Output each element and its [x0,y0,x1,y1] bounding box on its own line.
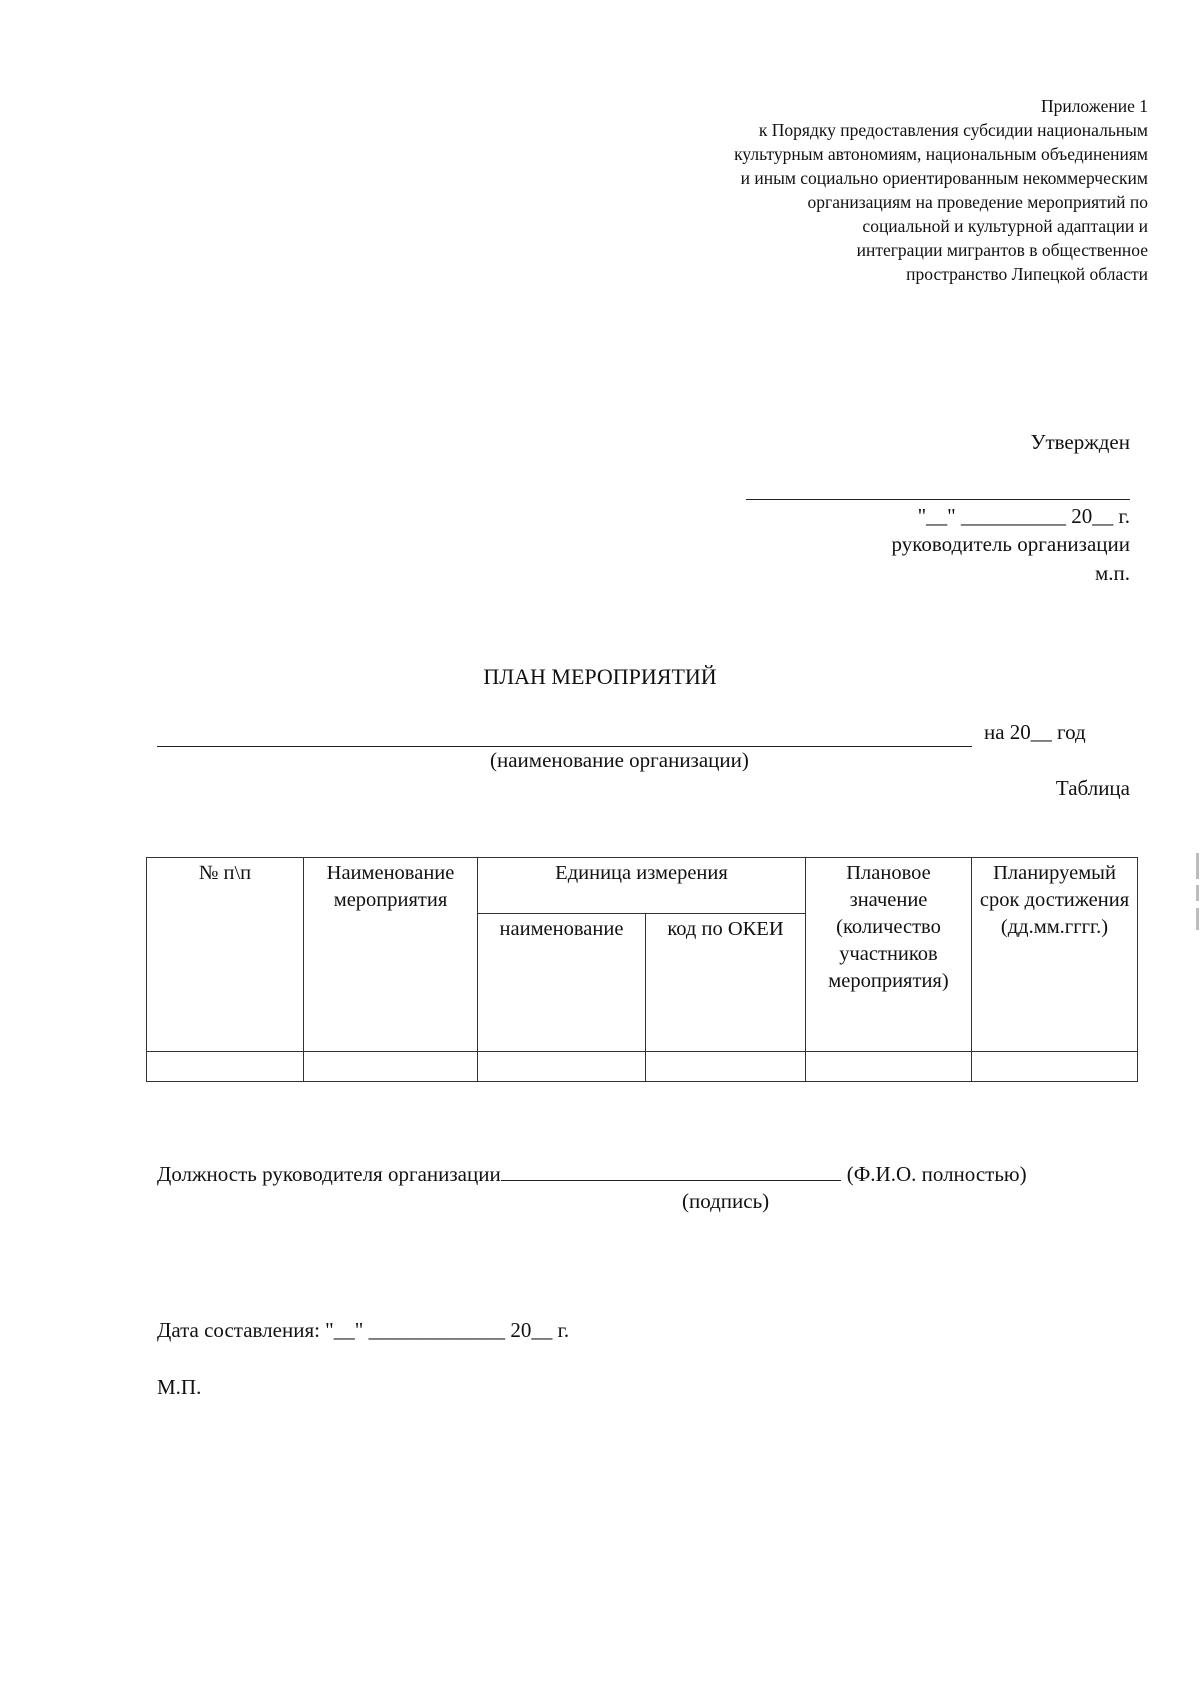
signature-line [501,1160,841,1181]
table-cell[interactable] [147,1052,304,1082]
header-deadline: Планируемый срок достижения (дд.мм.гггг.) [972,858,1138,1052]
approval-date: "__" __________ 20__ г. [917,504,1130,528]
scan-artifact [1196,908,1199,930]
annex-line: организациям на проведение мероприятий по [807,192,1148,212]
annex-line: к Порядку предоставления субсидии национальным [758,120,1148,140]
plan-title: ПЛАН МЕРОПРИЯТИЙ [483,664,717,689]
header-unit-name: наименование [478,914,646,1052]
table-cell[interactable] [972,1052,1138,1082]
approved-title: Утвержден [1030,430,1130,454]
table-label: Таблица [1055,776,1130,800]
table-cell[interactable] [806,1052,972,1082]
organization-name-line [157,746,972,747]
compiled-stamp: М.П. [157,1375,202,1399]
approval-stamp: м.п. [1094,561,1130,585]
signature-caption: (подпись) [682,1189,770,1213]
compiled-date: Дата составления: "__" _____________ 20__ г. [157,1318,570,1342]
annex-line: и иным социально ориентированным некоммерческим [740,168,1148,188]
annex-line: социальной и культурной адаптации и [862,216,1148,236]
plan-year: на 20__ год [984,720,1086,744]
annex-line: культурным автономиям, национальным объединениям [734,144,1148,164]
position-label: Должность руководителя организации [157,1162,501,1186]
header-event-name: Наименование мероприятия [304,858,478,1052]
annex-line: пространство Липецкой области [906,264,1148,284]
fio-label: (Ф.И.О. полностью) [846,1162,1027,1186]
header-planned-value: Плановое значение (количество участников мероприятия) [806,858,972,1052]
table-cell[interactable] [304,1052,478,1082]
table-cell[interactable] [646,1052,806,1082]
approval-role: руководитель организации [891,532,1130,556]
organization-caption: (наименование организации) [490,748,749,772]
scan-artifact [1196,885,1199,901]
table-row [147,1052,1138,1082]
plan-table [146,857,1138,1082]
annex-header [588,94,1148,286]
header-unit-code: код по ОКЕИ [646,914,806,1052]
annex-line: Приложение 1 [1040,96,1148,116]
header-unit: Единица измерения [478,858,806,914]
scan-artifact [1196,853,1199,879]
signature-row [157,1160,1027,1187]
annex-line: интеграции мигрантов в общественное [856,240,1148,260]
approval-signature-line [746,499,1130,500]
header-number: № п\п [147,858,304,1052]
table-cell[interactable] [478,1052,646,1082]
